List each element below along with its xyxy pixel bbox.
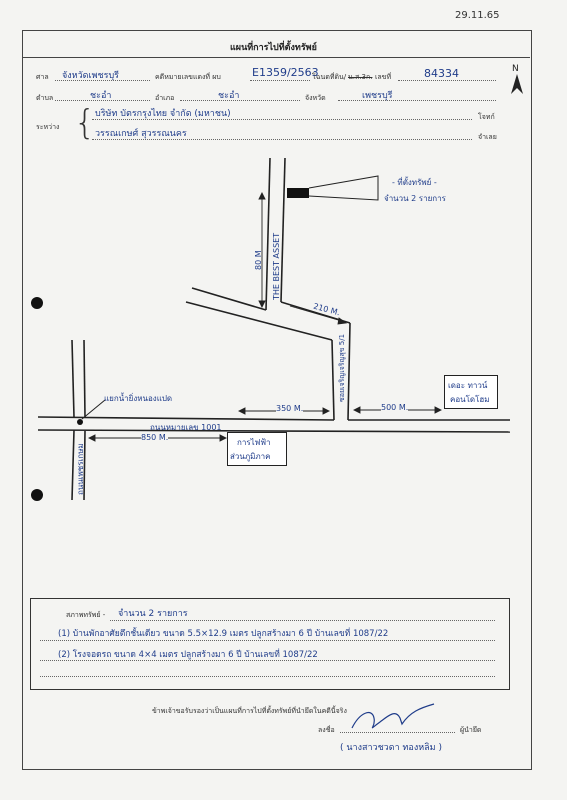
subdistrict-value: ชะอำ — [90, 91, 112, 101]
dist-850-label: 850 M. — [141, 433, 169, 442]
subdistrict-label: ตำบล — [36, 94, 54, 102]
soi-road-left-edge — [332, 340, 334, 420]
details-item1: (1) บ้านพักอาศัยตึกชั้นเดียว ขนาด 5.5×12.9 เมตร ปลูกสร้างมา 6 ปี บ้านเลขที่ 1087/22 — [58, 629, 389, 639]
between-brace: { — [74, 103, 96, 143]
dim-350-arrow-right — [323, 408, 329, 414]
left-road-top-right — [84, 340, 85, 417]
province-label: จังหวัด — [305, 94, 326, 102]
details-item2: (2) โรงจอดรถ ขนาด 4×4 เมตร ปลูกสร้างมา 6 ปี บ้านเลขที่ 1087/22 — [58, 650, 318, 660]
dim-350-arrow-left — [239, 408, 245, 414]
landmark-right-line2: คอนโดโฮม — [450, 395, 490, 404]
landmark-center-line1: การไฟฟ้า — [237, 438, 271, 447]
sign-label: ลงชื่อ — [318, 726, 335, 734]
soi-road-right-edge — [348, 323, 350, 420]
dist-350-label: 350 M. — [276, 404, 304, 413]
dist-210-label: 210 M. — [312, 301, 341, 318]
defendant-label: จำเลย — [478, 133, 497, 141]
road-best-asset-label: THE BEST ASSET — [272, 232, 281, 300]
number-value: 84334 — [424, 67, 459, 80]
province-value: เพชรบุรี — [362, 91, 393, 101]
deed-struck: น.ส.3ก. — [348, 73, 373, 81]
north-label: N — [512, 64, 519, 74]
number-label: เลขที่ — [375, 73, 392, 81]
property-label-line2: จำนวน 2 รายการ — [384, 194, 446, 203]
case-label: คดีหมายเลขแดงที่ ผบ — [155, 73, 221, 81]
property-marker — [287, 188, 309, 198]
plaintiff-value: บริษัท บัตรกรุงไทย จำกัด (มหาชน) — [95, 109, 231, 119]
court-value: จังหวัดเพชรบุรี — [62, 71, 119, 81]
between-label: ระหว่าง — [36, 123, 60, 131]
dim-80-arrow-bottom — [259, 301, 265, 307]
deed-label: โฉนดที่ดิน/ — [312, 73, 347, 81]
dim-850-arrow-right — [220, 435, 226, 441]
junction-label: แยกน้ำยิ่งหนองแปด — [104, 394, 173, 403]
road-vertical-left-label: ถนนเพชรเกษม — [76, 443, 85, 495]
dist-500-label: 500 M. — [381, 403, 409, 412]
certify-statement: ข้าพเจ้าขอรับรองว่าเป็นแผนที่การไปที่ตั้งทรัพย์ที่นำยึดในคดีนี้จริง — [152, 707, 347, 715]
district-value: ชะอำ — [218, 91, 240, 101]
court-label: ศาล — [36, 73, 49, 81]
date-stamp: 29.11.65 — [455, 10, 500, 21]
page-title: แผนที่การไปที่ตั้งทรัพย์ — [230, 43, 317, 53]
soi-label: ซอยเจริญเจริญสุข 5/1 — [338, 333, 346, 402]
left-road-top-left — [72, 340, 74, 417]
details-label: สภาพทรัพย์ - — [66, 611, 106, 619]
dim-80-arrow-top — [259, 193, 265, 199]
property-label-line1: - ที่ตั้งทรัพย์ - — [392, 178, 437, 187]
signer-name: ( นางสาวชวดา ทองหลิม ) — [340, 743, 442, 753]
property-callout-lines — [309, 176, 378, 200]
details-line-3 — [40, 676, 495, 677]
road-1001-label: ถนนหมายเลข 1001 — [150, 423, 222, 432]
case-value: E1359/2563 — [252, 66, 319, 79]
dim-850-arrow-left — [89, 435, 95, 441]
landmark-center-line2: ส่วนภูมิภาค — [230, 452, 271, 461]
details-line-2 — [40, 660, 495, 661]
dist-80-label: 80 M — [254, 250, 263, 270]
plaintiff-label: โจทก์ — [478, 113, 495, 121]
landmark-right-line1: เดอะ ทาวน์ — [448, 381, 488, 390]
best-asset-road-right-edge — [281, 158, 285, 302]
details-line-0 — [110, 620, 495, 621]
junction-dot — [77, 419, 83, 425]
details-count: จำนวน 2 รายการ — [118, 609, 188, 619]
best-asset-road-left-edge — [266, 158, 270, 310]
sign-line — [340, 732, 455, 733]
dim-500-arrow-left — [354, 407, 360, 413]
details-line-1 — [40, 640, 495, 641]
role-label: ผู้นำยึด — [460, 726, 482, 734]
dim-500-arrow-right — [435, 407, 441, 413]
defendant-value: วรรณเกษศ์ สุวรรณนคร — [95, 129, 187, 139]
district-label: อำเภอ — [155, 94, 175, 102]
